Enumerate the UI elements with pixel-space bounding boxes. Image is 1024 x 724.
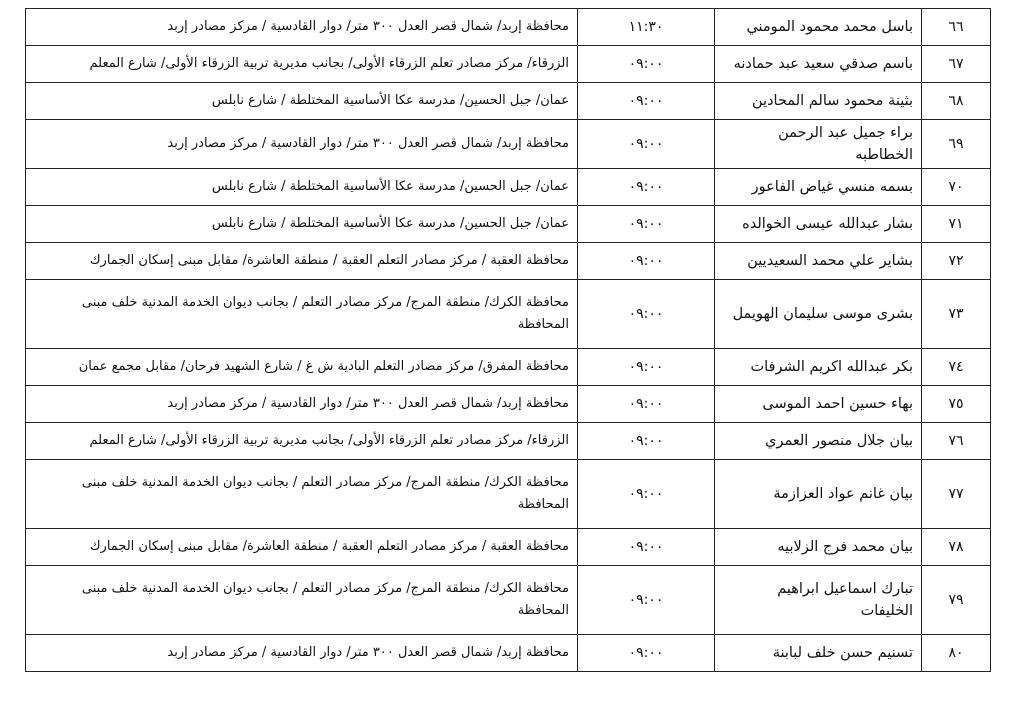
row-number: ٧٩: [922, 566, 991, 635]
table-row: [26, 566, 991, 635]
applicant-name: براء جميل عبد الرحمن الخطاطبه: [715, 120, 922, 169]
row-number: ٧٧: [922, 460, 991, 529]
row-number: ٧٣: [922, 280, 991, 349]
row-number: ٦٩: [922, 120, 991, 169]
exam-time: ٠٩:٠٠: [578, 46, 715, 83]
row-number: ٧٥: [922, 386, 991, 423]
exam-time: ٠٩:٠٠: [578, 120, 715, 169]
applicant-name: باسل محمد محمود المومني: [715, 9, 922, 46]
applicant-name: بثينة محمود سالم المحادين: [715, 83, 922, 120]
row-number: ٧٨: [922, 529, 991, 566]
exam-time: ٠٩:٠٠: [578, 423, 715, 460]
row-number: ٦٧: [922, 46, 991, 83]
table-row: [26, 9, 991, 46]
applicant-name: بشار عبدالله عيسى الخوالده: [715, 206, 922, 243]
row-number: ٧٦: [922, 423, 991, 460]
row-number: ٧٠: [922, 169, 991, 206]
table-row: [26, 423, 991, 460]
row-number: ٨٠: [922, 635, 991, 672]
row-number: ٧٤: [922, 349, 991, 386]
applicant-name: باسم صدقي سعيد عبد حمادنه: [715, 46, 922, 83]
applicant-name: بسمه منسي غياض الفاعور: [715, 169, 922, 206]
exam-time: ٠٩:٠٠: [578, 243, 715, 280]
exam-location: محافظة الكرك/ منطقة المرج/ مركز مصادر التعلم / بجانب ديوان الخدمة المدنية خلف مبنى المحافظة: [26, 460, 578, 529]
exam-time: ٠٩:٠٠: [578, 635, 715, 672]
exam-time: ٠٩:٠٠: [578, 460, 715, 529]
table-row: [26, 386, 991, 423]
schedule-table-body: [26, 9, 991, 672]
exam-location: عمان/ جبل الحسين/ مدرسة عكا الأساسية المختلطة / شارع نابلس: [26, 83, 578, 120]
schedule-table: [25, 8, 991, 672]
table-row: [26, 83, 991, 120]
table-row: [26, 460, 991, 529]
exam-location: عمان/ جبل الحسين/ مدرسة عكا الأساسية المختلطة / شارع نابلس: [26, 206, 578, 243]
exam-time: ٠٩:٠٠: [578, 169, 715, 206]
exam-location: محافظة العقبة / مركز مصادر التعلم العقبة / منطقة العاشرة/ مقابل مبنى إسكان الجمارك: [26, 243, 578, 280]
exam-time: ٠٩:٠٠: [578, 529, 715, 566]
applicant-name: بيان محمد فرج الزلابيه: [715, 529, 922, 566]
exam-time: ٠٩:٠٠: [578, 349, 715, 386]
applicant-name: بكر عبدالله اكريم الشرفات: [715, 349, 922, 386]
table-row: [26, 206, 991, 243]
exam-location: محافظة إربد/ شمال قصر العدل ٣٠٠ متر/ دوار القادسية / مركز مصادر إربد: [26, 9, 578, 46]
exam-location: محافظة الكرك/ منطقة المرج/ مركز مصادر التعلم / بجانب ديوان الخدمة المدنية خلف مبنى المحافظة: [26, 280, 578, 349]
applicant-name: بيان غانم عواد العزازمة: [715, 460, 922, 529]
table-row: [26, 243, 991, 280]
row-number: ٧١: [922, 206, 991, 243]
exam-time: ٠٩:٠٠: [578, 83, 715, 120]
exam-location: محافظة إربد/ شمال قصر العدل ٣٠٠ متر/ دوار القادسية / مركز مصادر إربد: [26, 635, 578, 672]
exam-location: محافظة إربد/ شمال قصر العدل ٣٠٠ متر/ دوار القادسية / مركز مصادر إربد: [26, 386, 578, 423]
table-row: [26, 529, 991, 566]
exam-time: ٠٩:٠٠: [578, 386, 715, 423]
table-row: [26, 280, 991, 349]
exam-time: ٠٩:٠٠: [578, 566, 715, 635]
row-number: ٦٨: [922, 83, 991, 120]
exam-location: محافظة المفرق/ مركز مصادر التعلم البادية ش غ / شارع الشهيد فرحان/ مقابل مجمع عمان: [26, 349, 578, 386]
exam-location: محافظة إربد/ شمال قصر العدل ٣٠٠ متر/ دوار القادسية / مركز مصادر إربد: [26, 120, 578, 169]
table-row: [26, 635, 991, 672]
exam-location: الزرقاء/ مركز مصادر تعلم الزرقاء الأولى/ بجانب مديرية تربية الزرقاء الأولى/ شارع المعلم: [26, 46, 578, 83]
table-row: [26, 349, 991, 386]
exam-time: ١١:٣٠: [578, 9, 715, 46]
applicant-name: بهاء حسين احمد الموسى: [715, 386, 922, 423]
applicant-name: بيان جلال منصور العمري: [715, 423, 922, 460]
exam-location: عمان/ جبل الحسين/ مدرسة عكا الأساسية المختلطة / شارع نابلس: [26, 169, 578, 206]
table-row: [26, 120, 991, 169]
applicant-name: تسنيم حسن خلف لبابنة: [715, 635, 922, 672]
applicant-name: بشرى موسى سليمان الهويمل: [715, 280, 922, 349]
exam-location: الزرقاء/ مركز مصادر تعلم الزرقاء الأولى/ بجانب مديرية تربية الزرقاء الأولى/ شارع المعلم: [26, 423, 578, 460]
exam-location: محافظة الكرك/ منطقة المرج/ مركز مصادر التعلم / بجانب ديوان الخدمة المدنية خلف مبنى المحافظة: [26, 566, 578, 635]
exam-location: محافظة العقبة / مركز مصادر التعلم العقبة / منطقة العاشرة/ مقابل مبنى إسكان الجمارك: [26, 529, 578, 566]
applicant-name: تبارك اسماعيل ابراهيم الخليفات: [715, 566, 922, 635]
table-row: [26, 46, 991, 83]
applicant-name: بشاير علي محمد السعيديين: [715, 243, 922, 280]
exam-time: ٠٩:٠٠: [578, 206, 715, 243]
row-number: ٦٦: [922, 9, 991, 46]
table-row: [26, 169, 991, 206]
row-number: ٧٢: [922, 243, 991, 280]
exam-time: ٠٩:٠٠: [578, 280, 715, 349]
